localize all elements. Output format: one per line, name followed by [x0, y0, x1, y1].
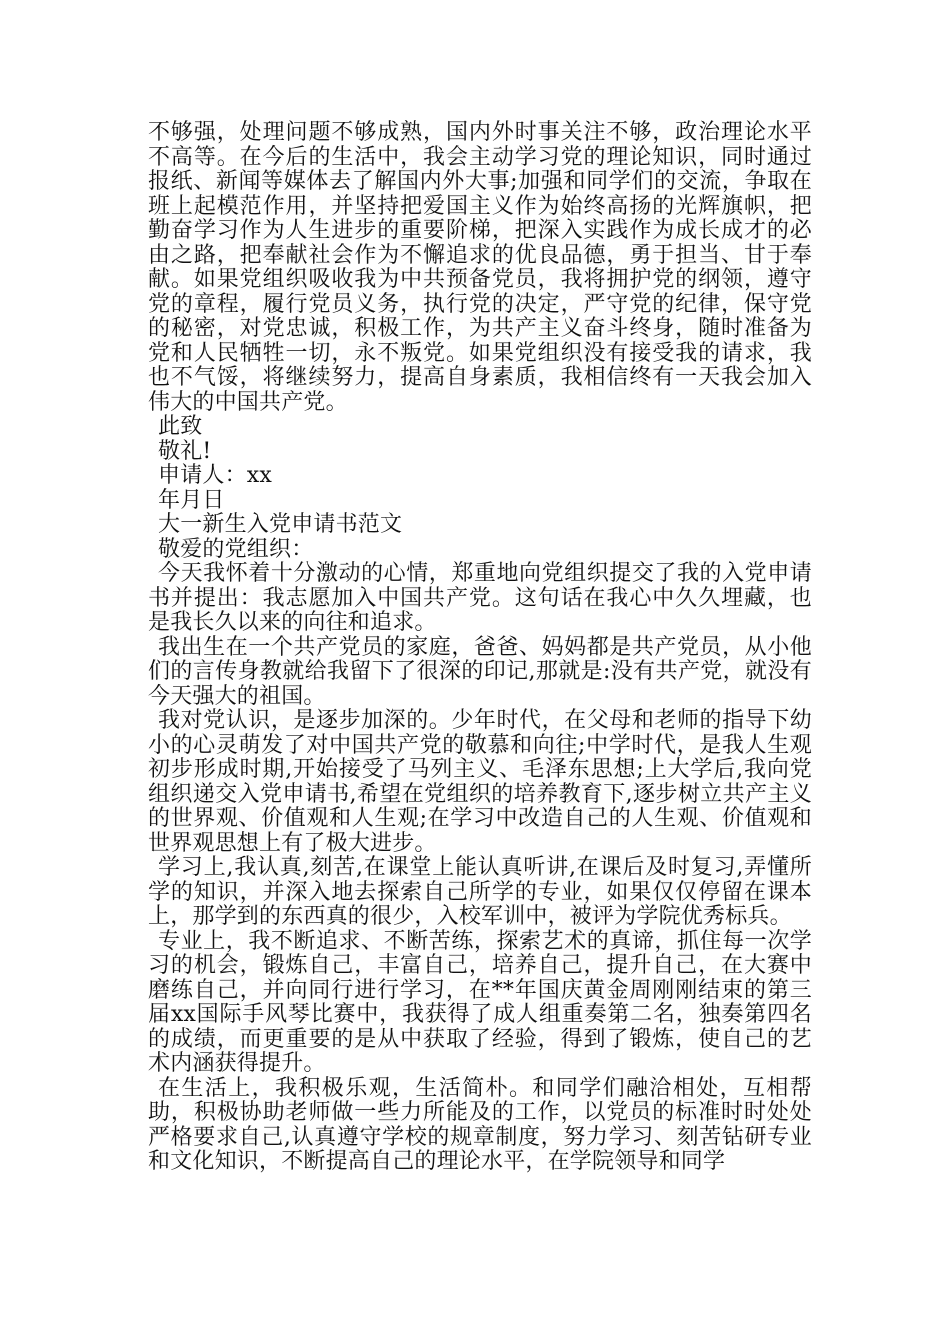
- paragraph-profession: 专业上，我不断追求、不断苦练，探索艺术的真谛，抓住每一次学习的机会，锻炼自己，丰富自己，培养自己，提升自己，在大赛中磨练自己，并向同行进行学习，在**年国庆黄金周刚刚结束的第三届xx国际手风琴比赛中，我获得了成人组重奏第二名，独奏第四名的成绩，而更重要的是从中获取了经验，得到了锻炼，使自己的艺术内涵获得提升。: [148, 928, 812, 1076]
- applicant-signature: 申请人：xx: [158, 463, 273, 488]
- paragraph-continuation: 不够强，处理问题不够成熟，国内外时事关注不够，政治理论水平不高等。在今后的生活中，我会主动学习党的理论知识，同时通过报纸、新闻等媒体去了解国内外大事;加强和同学们的交流，争取在班上起模范作用，并坚持把爱国主义作为始终高扬的光辉旗帜，把勤奋学习作为人生进步的重要阶梯，把深入实践作为成长成才的必由之路，把奉献社会作为不懈追求的优良品德，勇于担当、甘于奉献。如果党组织吸收我为中共预备党员，我将拥护党的纲领，遵守党的章程，履行党员义务，执行党的决定，严守党的纪律，保守党的秘密，对党忠诚，积极工作，为共产主义奋斗终身，随时准备为党和人民牺牲一切，永不叛党。如果党组织没有接受我的请求，我也不气馁，将继续努力，提高自身素质，我相信终有一天我会加入伟大的中国共产党。: [148, 120, 812, 415]
- greeting: 敬爱的党组织：: [158, 536, 314, 562]
- document-page: [148, 121, 812, 1175]
- paragraph-study: 学习上,我认真,刻苦,在课堂上能认真听讲,在课后及时复习,弄懂所学的知识，并深入地去探索自己所学的专业，如果仅仅停留在课本上，那学到的东西真的很少，入校军训中，被评为学院优秀标兵。: [148, 855, 812, 929]
- closing-regards: 敬礼!: [158, 438, 212, 464]
- paragraph-family: 我出生在一个共产党员的家庭，爸爸、妈妈都是共产党员，从小他们的言传身教就给我留下了很深的印记,那就是:没有共产党，就没有今天强大的祖国。: [148, 634, 812, 709]
- section-title: 大一新生入党申请书范文: [158, 512, 403, 537]
- paragraph-life: 在生活上，我积极乐观，生活简朴。和同学们融洽相处，互相帮助，积极协助老师做一些力所能及的工作，以党员的标准时时处处严格要求自己,认真遵守学校的规章制度，努力学习、刻苦钻研专业和文化知识，不断提高自己的理论水平，在学院领导和同学: [148, 1075, 812, 1174]
- closing-salutation: 此致: [158, 414, 203, 439]
- date-line: 年月日: [158, 487, 225, 513]
- paragraph-understanding: 我对党认识，是逐步加深的。少年时代，在父母和老师的指导下幼小的心灵萌发了对中国共产党的敬慕和向往;中学时代，是我人生观初步形成时期,开始接受了马列主义、毛泽东思想;上大学后,我向党组织递交入党申请书,希望在党组织的培养教育下,逐步树立共产主义的世界观、价值观和人生观;在学习中改造自己的人生观、价值观和世界观思想上有了极大进步。: [148, 708, 812, 856]
- paragraph-intro: 今天我怀着十分激动的心情，郑重地向党组织提交了我的入党申请书并提出：我志愿加入中国共产党。这句话在我心中久久埋藏，也是我长久以来的向往和追求。: [148, 561, 812, 635]
